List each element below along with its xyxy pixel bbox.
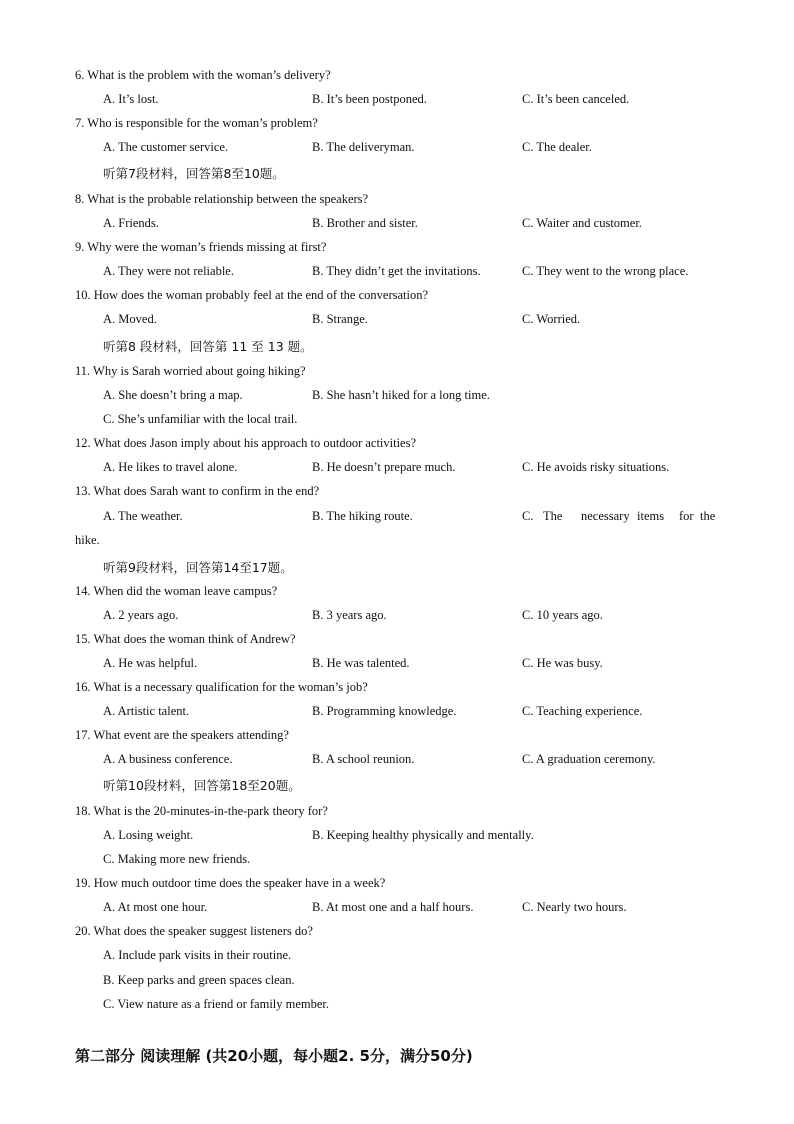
option-7b: B. The deliveryman. xyxy=(312,140,415,154)
section-instruction-7: 听第7段材料，回答第8至10题。 xyxy=(103,166,285,181)
options-row-18 xyxy=(103,828,723,846)
option-11a: A. She doesn’t bring a map. xyxy=(103,388,243,402)
option-8c: C. Waiter and customer. xyxy=(522,216,642,230)
question-stem-20: 20. What does the speaker suggest listeners do? xyxy=(75,924,313,938)
option-8a: A. Friends. xyxy=(103,216,159,230)
option-17c: C. A graduation ceremony. xyxy=(522,752,656,766)
option-7c: C. The dealer. xyxy=(522,140,592,154)
option-6a: A. It’s lost. xyxy=(103,92,159,106)
question-stem-8: 8. What is the probable relationship between the speakers? xyxy=(75,192,369,206)
options-row-6 xyxy=(103,92,723,110)
options-row-19 xyxy=(103,900,723,918)
question-stem-10: 10. How does the woman probably feel at the end of the conversation? xyxy=(75,288,429,302)
option-13a: A. The weather. xyxy=(103,509,183,523)
option-14a: A. 2 years ago. xyxy=(103,608,179,622)
option-18c: C. Making more new friends. xyxy=(103,852,251,866)
option-6c: C. It’s been canceled. xyxy=(522,92,630,106)
option-8b: B. Brother and sister. xyxy=(312,216,418,230)
options-row-16 xyxy=(103,704,723,722)
option-9b: B. They didn’t get the invitations. xyxy=(312,264,481,278)
options-row-10 xyxy=(103,312,723,330)
options-row-15 xyxy=(103,656,723,674)
option-13c-wrap: hike. xyxy=(75,533,100,547)
part-two-title: 第二部分 阅读理解 (共20小题，每小题2. 5分，满分50分) xyxy=(75,1047,473,1065)
question-stem-6: 6. What is the problem with the woman’s delivery? xyxy=(75,68,331,82)
question-stem-12: 12. What does Jason imply about his approach to outdoor activities? xyxy=(75,436,417,450)
options-row-14 xyxy=(103,608,723,626)
option-16a: A. Artistic talent. xyxy=(103,704,190,718)
options-row-17 xyxy=(103,752,723,770)
option-9c: C. They went to the wrong place. xyxy=(522,264,689,278)
option-13c-word-2: necessary xyxy=(581,509,630,523)
question-stem-11: 11. Why is Sarah worried about going hiking? xyxy=(75,364,306,378)
option-10a: A. Moved. xyxy=(103,312,157,326)
option-17b: B. A school reunion. xyxy=(312,752,415,766)
option-9a: A. They were not reliable. xyxy=(103,264,234,278)
question-stem-9: 9. Why were the woman’s friends missing at first? xyxy=(75,240,327,254)
option-18b: B. Keeping healthy physically and mentally. xyxy=(312,828,534,842)
section-instruction-9: 听第9段材料，回答第14至17题。 xyxy=(103,560,293,575)
option-13c-word-4: for xyxy=(679,509,694,523)
options-row-11 xyxy=(103,388,723,406)
question-stem-19: 19. How much outdoor time does the speaker have in a week? xyxy=(75,876,386,890)
options-row-9 xyxy=(103,264,723,282)
option-13b: B. The hiking route. xyxy=(312,509,413,523)
options-row-12 xyxy=(103,460,723,478)
option-16c: C. Teaching experience. xyxy=(522,704,643,718)
option-12c: C. He avoids risky situations. xyxy=(522,460,670,474)
option-6b: B. It’s been postponed. xyxy=(312,92,427,106)
option-20c: C. View nature as a friend or family member. xyxy=(103,997,330,1011)
option-17a: A. A business conference. xyxy=(103,752,233,766)
option-15c: C. He was busy. xyxy=(522,656,603,670)
option-19a: A. At most one hour. xyxy=(103,900,208,914)
option-13c-word-5: the xyxy=(700,509,716,523)
option-14b: B. 3 years ago. xyxy=(312,608,387,622)
question-stem-13: 13. What does Sarah want to confirm in the end? xyxy=(75,484,320,498)
option-19b: B. At most one and a half hours. xyxy=(312,900,474,914)
question-stem-15: 15. What does the woman think of Andrew? xyxy=(75,632,296,646)
option-10b: B. Strange. xyxy=(312,312,368,326)
option-7a: A. The customer service. xyxy=(103,140,229,154)
option-12a: A. He likes to travel alone. xyxy=(103,460,238,474)
option-12b: B. He doesn’t prepare much. xyxy=(312,460,456,474)
option-13c-label: C. xyxy=(522,509,534,523)
question-stem-17: 17. What event are the speakers attending? xyxy=(75,728,289,742)
question-stem-18: 18. What is the 20-minutes-in-the-park theory for? xyxy=(75,804,328,818)
option-11c: C. She’s unfamiliar with the local trail. xyxy=(103,412,298,426)
options-row-8 xyxy=(103,216,723,234)
section-instruction-10: 听第10段材料，回答第18至20题。 xyxy=(103,778,301,793)
question-stem-16: 16. What is a necessary qualification for the woman’s job? xyxy=(75,680,368,694)
option-16b: B. Programming knowledge. xyxy=(312,704,457,718)
option-14c: C. 10 years ago. xyxy=(522,608,603,622)
option-18a: A. Losing weight. xyxy=(103,828,194,842)
section-instruction-8: 听第8 段材料，回答第 11 至 13 题。 xyxy=(103,339,313,354)
question-stem-14: 14. When did the woman leave campus? xyxy=(75,584,278,598)
option-13c-word-1: The xyxy=(543,509,563,523)
options-row-7 xyxy=(103,140,723,158)
question-stem-7: 7. Who is responsible for the woman’s problem? xyxy=(75,116,318,130)
option-20a: A. Include park visits in their routine. xyxy=(103,948,292,962)
option-13c-word-3: items xyxy=(637,509,665,523)
option-10c: C. Worried. xyxy=(522,312,581,326)
option-11b: B. She hasn’t hiked for a long time. xyxy=(312,388,490,402)
option-19c: C. Nearly two hours. xyxy=(522,900,627,914)
option-15b: B. He was talented. xyxy=(312,656,410,670)
option-20b: B. Keep parks and green spaces clean. xyxy=(103,973,295,987)
option-15a: A. He was helpful. xyxy=(103,656,198,670)
